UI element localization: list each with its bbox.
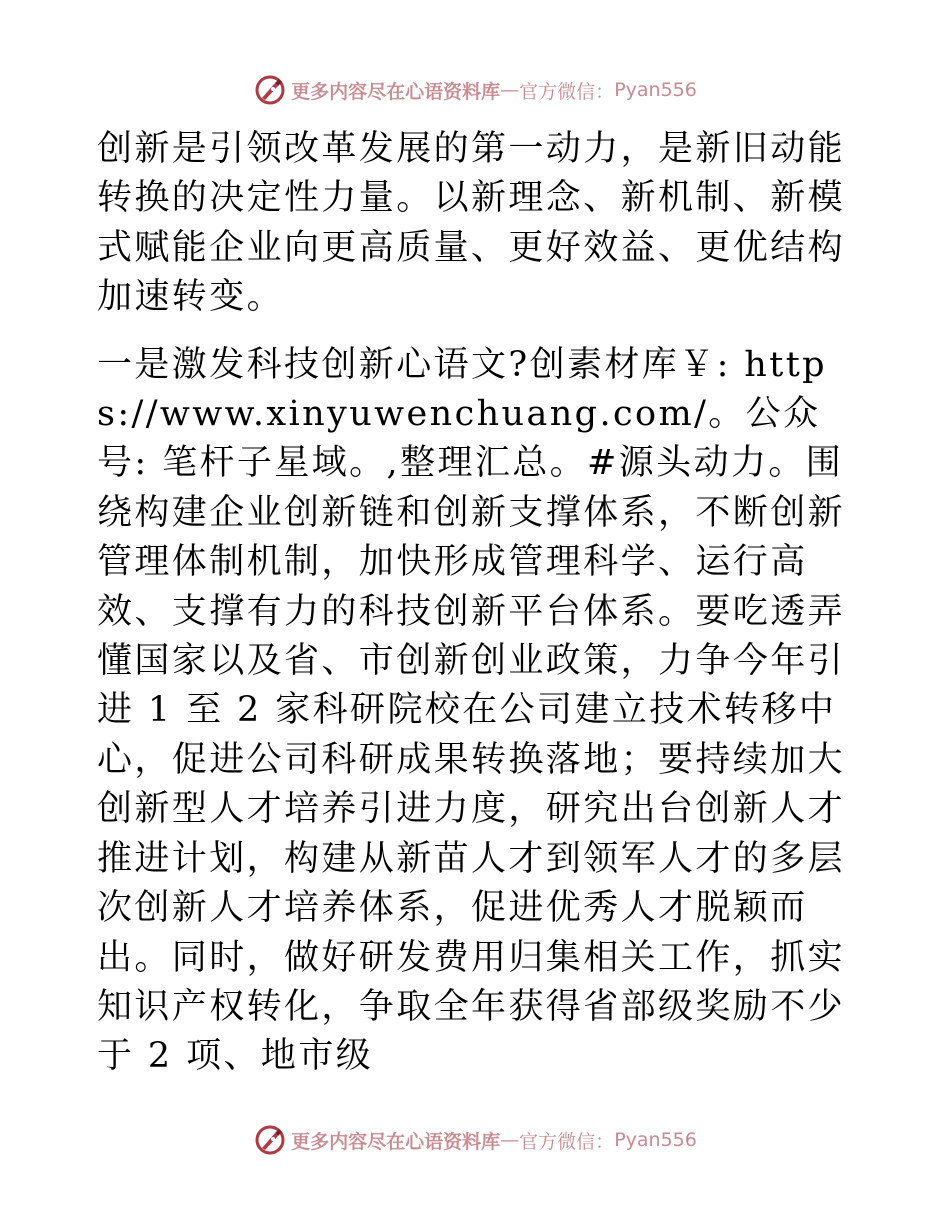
banner-main-text: 更多内容尽在心语资料库 (291, 1130, 501, 1153)
document-body (97, 125, 857, 1082)
footer-banner (0, 1120, 950, 1160)
banner-main-text: 更多内容尽在心语资料库 (291, 80, 501, 103)
banner-wechat-label: 官方微信： (519, 1130, 615, 1153)
pen-logo-icon (253, 1123, 287, 1157)
banner-wechat-label: 官方微信： (519, 80, 615, 103)
banner-separator: — (500, 79, 520, 101)
paragraph-tech-innovation: 一是激发科技创新心语文?创素材库￥: https://www.xinyuwenchuang.com/。公众号: 笔杆子星域。,整理汇总。#源头动力。围绕构建企业创新链和创新支撑体系，不断创新管理体制机制，加快形成管理科学、运行高效、支撑有力的科技创新平台体系。要吃透弄懂国家以及省、市创新创业政策，力争今年引进 1 至 2 家科研院校在公司建立技术转移中心，促进公司科研成果转换落地；要持续加大创新型人才培养引进力度，研究出台创新人才推进计划，构建从新苗人才到领军人才的多层次创新人才培养体系，促进优秀人才脱颖而出。同时，做好研发费用归集相关工作，抓实知识产权转化，争取全年获得省部级奖励不少于 2 项、地市级 (97, 344, 846, 1077)
banner-wechat-handle: Pyan556 (614, 79, 697, 101)
banner-separator: — (500, 1129, 520, 1151)
banner-wechat-handle: Pyan556 (614, 1129, 697, 1151)
pen-logo-icon (253, 73, 287, 107)
paragraph-intro: 创新是引领改革发展的第一动力，是新旧动能转换的决定性力量。以新理念、新机制、新模式赋能企业向更高质量、更好效益、更优结构加速转变。 (97, 129, 846, 318)
header-banner (0, 70, 950, 110)
